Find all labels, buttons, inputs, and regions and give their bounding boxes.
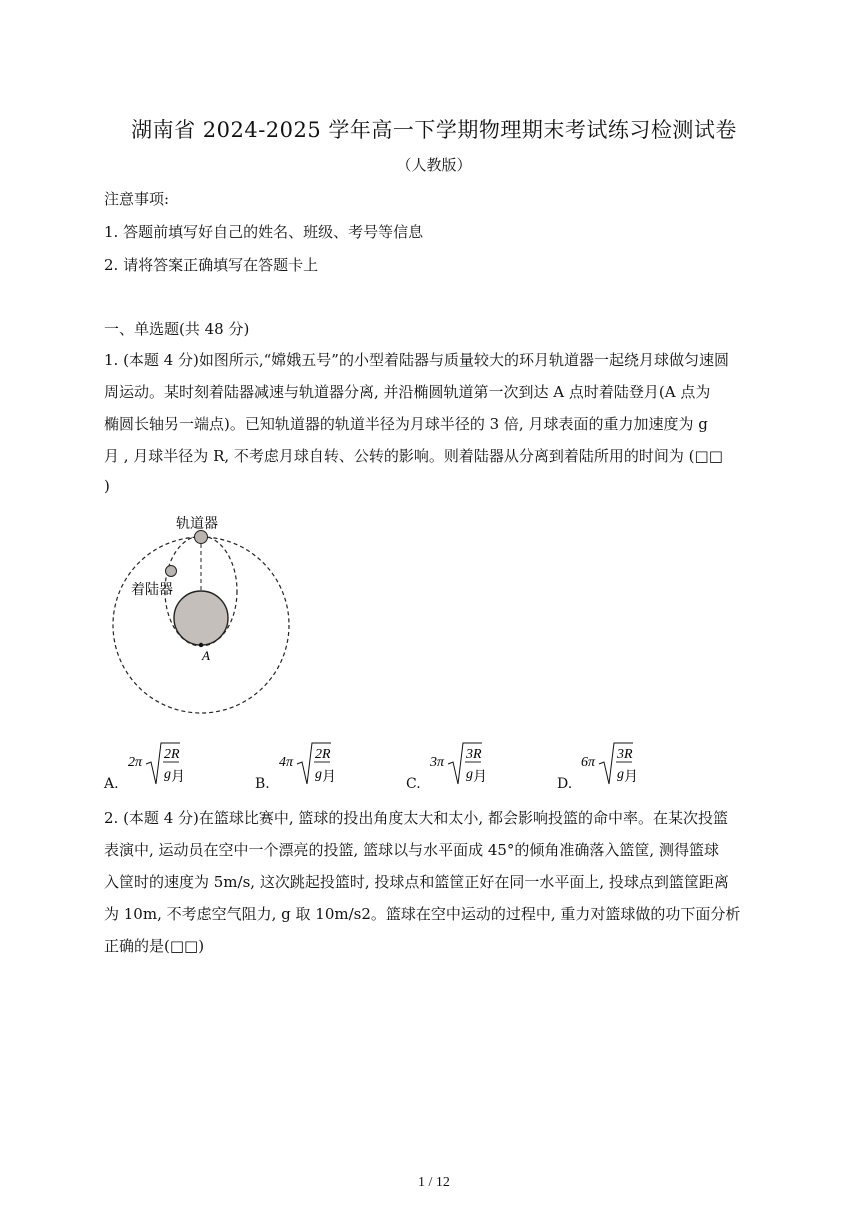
svg-text:g: g <box>164 767 171 782</box>
svg-text:g: g <box>466 767 473 782</box>
lander-label: 着陆器 <box>131 582 173 598</box>
svg-text:2R: 2R <box>315 747 331 762</box>
svg-text:月: 月 <box>322 770 336 785</box>
q2-line-5: 正确的是(□□) <box>104 937 205 955</box>
option-d-formula <box>577 738 649 790</box>
point-a-dot <box>199 643 203 647</box>
page-subtitle: （人教版） <box>396 156 472 174</box>
q1-line-4: 月 , 月球半径为 R, 不考虑月球自转、公转的影响。则着陆器从分离到着陆所用的时间为 (□□ <box>104 447 723 465</box>
section-heading: 一、单选题(共 48 分) <box>104 320 250 338</box>
orbiter-dot <box>195 531 208 544</box>
orbit-figure <box>100 505 300 720</box>
svg-text:月: 月 <box>473 770 487 785</box>
page-title: 湖南省 2024-2025 学年高一下学期物理期末考试练习检测试卷 <box>131 118 737 142</box>
q1-line-3: 椭圆长轴另一端点)。已知轨道器的轨道半径为月球半径的 3 倍, 月球表面的重力加速度为 g <box>104 415 708 433</box>
page-number: 1 / 12 <box>418 1175 450 1190</box>
svg-text:6π: 6π <box>581 755 596 770</box>
svg-text:3R: 3R <box>466 747 482 762</box>
svg-text:月: 月 <box>171 770 185 785</box>
lander-dot <box>166 566 177 577</box>
option-c-formula <box>426 738 498 790</box>
svg-text:2π: 2π <box>128 755 143 770</box>
q2-line-1: 2. (本题 4 分)在篮球比赛中, 篮球的投出角度太大和太小, 都会影响投篮的命中率。在某次投篮 <box>104 809 728 827</box>
svg-text:g: g <box>315 767 322 782</box>
orbiter-label: 轨道器 <box>176 516 218 532</box>
point-a-label: A <box>202 648 210 663</box>
svg-text:4π: 4π <box>279 755 294 770</box>
option-a-formula <box>124 738 196 790</box>
notes-item-1: 1. 答题前填写好自己的姓名、班级、考号等信息 <box>104 223 424 241</box>
svg-text:月: 月 <box>624 770 638 785</box>
svg-text:2R: 2R <box>164 747 180 762</box>
svg-text:3π: 3π <box>430 755 445 770</box>
q1-line-5: ) <box>104 477 110 495</box>
q1-options: A. 2π 2R g 月 B. 4π 2R g 月 C. 3π 3R g 月 D. 6π 3R g 月 <box>104 738 764 798</box>
svg-text:3R: 3R <box>617 747 633 762</box>
svg-text:g: g <box>617 767 624 782</box>
moon-body <box>174 591 228 645</box>
option-b-formula <box>275 738 347 790</box>
q2-line-4: 为 10m, 不考虑空气阻力, g 取 10m/s2。篮球在空中运动的过程中, 重力对篮球做的功下面分析 <box>104 905 741 923</box>
q1-line-1: 1. (本题 4 分)如图所示,“嫦娥五号”的小型着陆器与质量较大的环月轨道器一起绕月球做匀速圆 <box>104 351 729 369</box>
q2-line-3: 入筐时的速度为 5m/s, 这次跳起投篮时, 投球点和篮筐正好在同一水平面上, 投球点到篮筐距离 <box>104 873 729 891</box>
notes-item-2: 2. 请将答案正确填写在答题卡上 <box>104 256 319 274</box>
q2-line-2: 表演中, 运动员在空中一个漂亮的投篮, 篮球以与水平面成 45°的倾角准确落入篮筐, 测得篮球 <box>104 841 719 859</box>
notes-heading: 注意事项: <box>104 190 170 208</box>
q1-line-2: 周运动。某时刻着陆器减速与轨道器分离, 并沿椭圆轨道第一次到达 A 点时着陆登月(A 点为 <box>104 383 711 401</box>
